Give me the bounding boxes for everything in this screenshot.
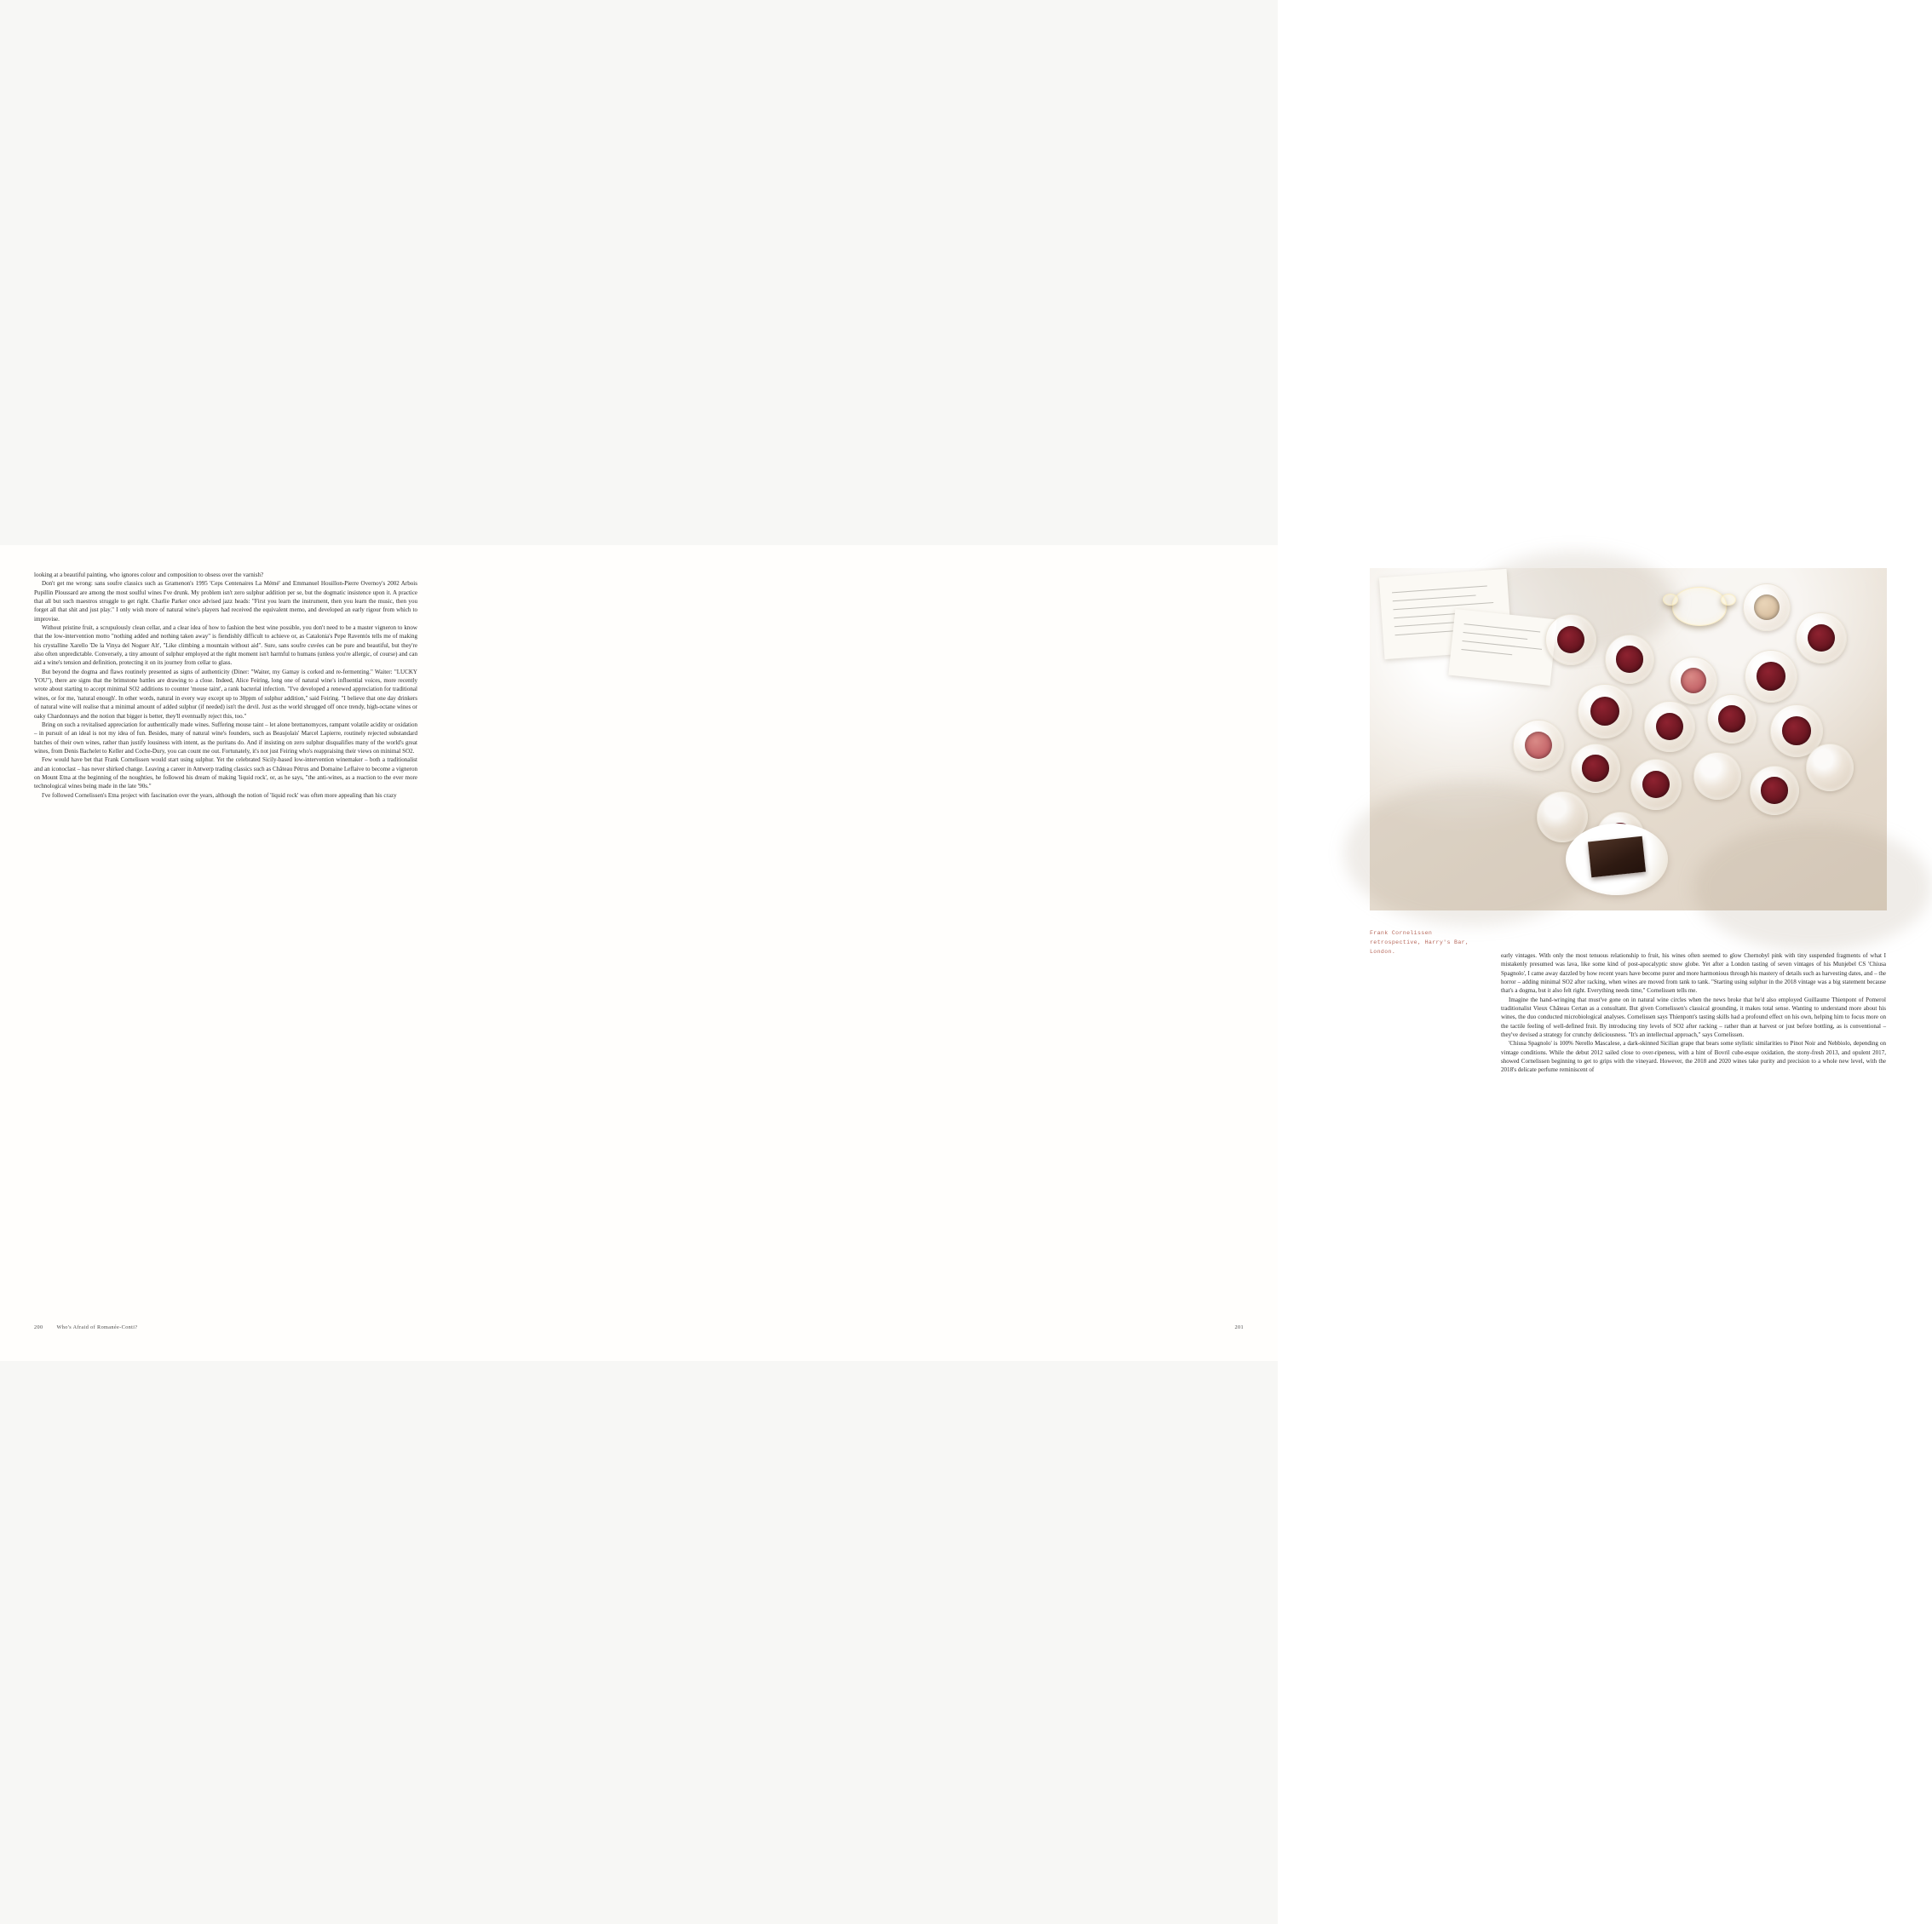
wine-glass (1796, 612, 1847, 663)
folio-title: Who's Afraid of Romanée-Conti? (56, 1324, 138, 1330)
wine-glass (1750, 766, 1799, 815)
wine-glass (1578, 684, 1632, 738)
gold-tasting-bowl (1672, 587, 1727, 626)
wine-glass (1513, 720, 1564, 771)
photo-caption: Frank Cornelissen retrospective, Harry's Bar, London. (1370, 930, 1469, 955)
wine-glass (1571, 744, 1620, 793)
paragraph: Few would have bet that Frank Cornelissen would start using sulphur. Yet the celebrated Sicily-based low-intervention winemaker – both a traditionalist and an iconoclast – has never shirked change. Leaving a career in Antwerp trading classics such as Château Pétrus and Domaine Leflaive to become a vigneron on Mount Etna at the beginning of the noughties, he followed his dream of making 'liquid rock', or, as he says, "the anti-wines, as a reaction to the ever more technological wines being made in the late '90s." (34, 756, 417, 790)
paragraph: early vintages. With only the most tenuous relationship to fruit, his wines often seemed to glow Chernobyl pink with tiny suspended fragments of what I mistakenly presumed was lava, like some kind of post-apocalyptic snow globe. Yet after a London tasting of seven vintages of his Munjebel CS 'Chiusa Spagnolo', I came away dazzled by how recent years have become purer and more harmonious through his mastery of details such as harvesting dates, and – the horror – adding minimal SO2 after racking, when wines are moved from tank to tank. "Starting using sulphur in the 2018 vintage was a big statement because that's a dogma, but it also felt right. Everything needs time," Cornelissen tells me. (1501, 952, 1886, 995)
surround-bottom (0, 1361, 1278, 1924)
wine-glass (1545, 614, 1596, 665)
paragraph: I've followed Cornelissen's Etna project with fascination over the years, although the notion of 'liquid rock' was often more appealing than his crazy (42, 791, 397, 799)
wine-glass (1707, 694, 1757, 744)
magazine-spread (0, 545, 1886, 1361)
folio-number: 200 (34, 1324, 43, 1330)
wine-glass (1644, 701, 1695, 752)
paragraph: 'Chiusa Spagnolo' is 100% Nerello Mascalese, a dark-skinned Sicilian grape that bears some stylistic similarities to Pinot Noir and Nebbiolo, depending on vintage conditions. While the debut 2012 sailed close to over-ripeness, with a hint of Bovril cube-esque oxidation, the stony-fresh 2013, and opulent 2017, showed Cornelissen beginning to get to grips with the vineyard. However, the 2018 and 2020 wines take purity and precision to a whole new level, with the 2018's delicate perfume reminiscent of (1501, 1040, 1886, 1074)
paragraph: Bring on such a revitalised appreciation for authentically made wines. Suffering mouse taint – let alone brettanomyces, rampant volatile acidity or oxidation – in pursuit of an ideal is not my idea of fun. Besides, many of natural wine's founders, such as Beaujolais' Marcel Lapierre, routinely rejected substandard batches of their own wines, rather than justify lousiness with intent, as the puritans do. And if insisting on zero sulphur disqualifies many of the world's great wines, from Denis Bachelet to Keller and Coche-Dury, you can count me out. Fortunately, it's not just Feiring who's reappraising their views on minimal SO2. (34, 721, 417, 755)
paragraph: looking at a beautiful painting, who ignores colour and composition to obsess over the varnish? (34, 571, 264, 578)
wine-glass-empty (1806, 744, 1854, 791)
right-page (639, 545, 1886, 1361)
paragraph: But beyond the dogma and flaws routinely presented as signs of authenticity (Diner: "Waiter, my Gamay is corked and re-fermenting." Waiter: "LUCKY YOU"), there are signs that the brimstone battles are drawing to a close. Indeed, Alice Feiring, long one of natural wine's influential voices, more recently wrote about starting to accept minimal SO2 additions to counter 'mouse taint', a rank bacterial infection. "I've developed a renewed appreciation for traditional wines, or for me, 'natural enough'. In other words, natural in every way except up to 30ppm of sulphur addition," said Feiring. "I believe that one day drinkers of natural wine will realise that a minimal amount of added sulphur (if needed) isn't the devil. Just as the world shrugged off once trendy, high-octane wines or oaky Chardonnays and the notion that bigger is better, they'll eventually reject this, too." (34, 668, 417, 720)
surround-top (0, 0, 1278, 545)
left-folio (34, 1324, 138, 1330)
wine-glass (1743, 583, 1791, 631)
wine-glass (1630, 759, 1682, 810)
folio-number: 201 (1234, 1324, 1244, 1330)
left-page-body-text (34, 571, 417, 800)
chocolate-cake-slice (1588, 836, 1646, 877)
right-folio (1235, 1324, 1244, 1330)
paragraph: Don't get me wrong: sans soufre classics such as Gramenon's 1995 'Ceps Centenaires La Mémé' and Emmanuel Houillon-Pierre Overnoy's 2002 Arbois Pupillin Ploussard are among the most soulful wines I've drunk. My problem isn't zero sulphur addition per se, but the dogmatic insistence upon it. A practice that all but such maestros struggle to get right. Charlie Parker once advised jazz heads: "First you learn the instrument, then you learn the music, then you forget all that shit and just play." I only wish more of natural wine's players had received the equivalent memo, and developed an early rigour from which to improvise. (34, 580, 417, 623)
cloth-shadow (1693, 824, 1932, 951)
wine-glass (1670, 657, 1717, 704)
paragraph: Without pristine fruit, a scrupulously clean cellar, and a clear idea of how to fashion the best wine possible, you don't need to be a master vigneron to know that the low-intervention motto "nothing added and nothing taken away" is fiendishly difficult to achieve or, as Catalonia's Pepe Raventós tells me of making his crystalline Xarello 'De la Vinya del Noguer Alt', "Like climbing a mountain without aid". Sure, sans soufre cuvées can be pure and beautiful, but they're also often unpredictable. Conversely, a tiny amount of sulphur employed at the right moment isn't harmful to humans (unless you're allergic, of course) and can aid a wine's tension and definition, protecting it on its journey from cellar to glass. (34, 624, 417, 667)
bowl-handle (1663, 594, 1678, 606)
wine-glass-empty (1693, 752, 1741, 800)
wine-glass (1605, 635, 1654, 684)
paragraph: Imagine the hand-wringing that must've gone on in natural wine circles when the news broke that he'd also employed Guillaume Thienpont of Pomerol traditionalist Vieux Château Certan as a consultant. But given Cornelissen's classical grounding, it makes total sense. Wanting to understand more about his wines, the duo conducted microbiological analyses. Cornelissen says Thienpont's tasting skills had a profound effect on his own, helping him to focus more on the tactile feeling of well-defined fruit. By introducing tiny levels of SO2 after racking – rather than at harvest or just before bottling, as is conventional – they've devised a strategy for crunchy deliciousness. "It's an intellectual approach," says Cornelissen. (1501, 996, 1886, 1039)
wine-tasting-photo (1370, 568, 1887, 910)
bowl-handle (1721, 594, 1736, 606)
tasting-notes-sheet (1448, 609, 1556, 686)
wine-glass (1745, 650, 1797, 703)
right-page-body-text (1501, 951, 1886, 1075)
left-page (0, 545, 639, 1361)
